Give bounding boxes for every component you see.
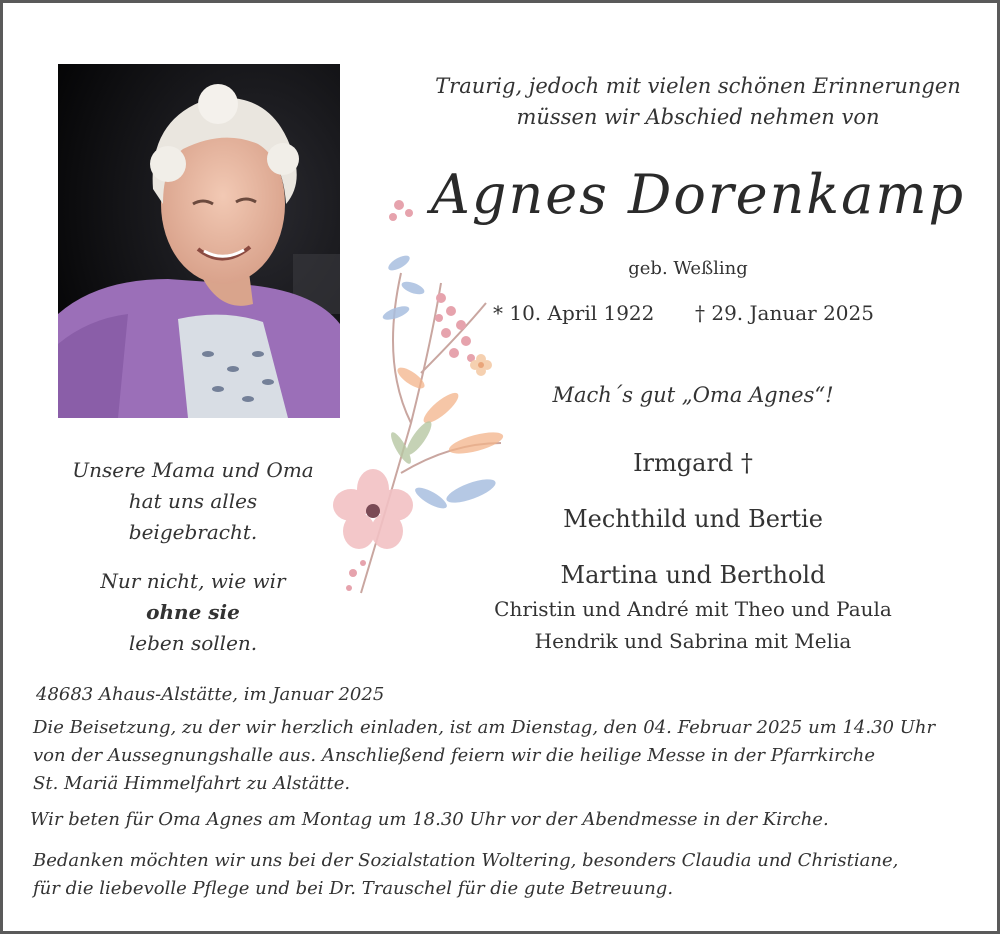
farewell-text: Mach´s gut „Oma Agnes“! bbox=[552, 383, 834, 407]
family-line: Hendrik und Sabrina mit Melia bbox=[534, 629, 852, 653]
thanks-line: für die liebevolle Pflege und bei Dr. Trauschel für die gute Betreuung. bbox=[33, 878, 674, 899]
thanks-line: Bedanken möchten wir uns bei der Sozialstation Woltering, besonders Claudia und Christiane, bbox=[33, 850, 899, 871]
funeral-line: Die Beisetzung, zu der wir herzlich einladen, ist am Dienstag, den 04. Februar 2025 um 14.30 Uhr bbox=[33, 717, 936, 738]
quote-line: beigebracht. bbox=[128, 520, 258, 544]
quote-line: hat uns alles bbox=[128, 489, 258, 513]
quote-block-2 bbox=[43, 566, 343, 659]
family-line: Martina und Berthold bbox=[560, 561, 826, 589]
birth-date: * 10. April 1922 bbox=[493, 301, 655, 325]
family-line: Irmgard † bbox=[633, 449, 753, 477]
floral-decoration-icon bbox=[321, 193, 521, 613]
intro-line: Traurig, jedoch mit vielen schönen Erinnerungen bbox=[435, 74, 961, 98]
death-date: † 29. Januar 2025 bbox=[695, 301, 874, 325]
intro-line: müssen wir Abschied nehmen von bbox=[516, 105, 880, 129]
thanks-info bbox=[33, 847, 983, 903]
quote-line-bold: ohne sie bbox=[146, 600, 240, 624]
born-name: geb. Weßling bbox=[628, 258, 748, 279]
quote-line: leben sollen. bbox=[128, 631, 258, 655]
quote-block bbox=[43, 455, 343, 548]
intro-text bbox=[423, 71, 973, 133]
family-line: Christin und André mit Theo und Paula bbox=[494, 597, 892, 621]
quote-line: Unsere Mama und Oma bbox=[72, 458, 314, 482]
funeral-line: St. Mariä Himmelfahrt zu Alstätte. bbox=[33, 773, 351, 794]
place-date: 48683 Ahaus-Alstätte, im Januar 2025 bbox=[36, 684, 385, 705]
deceased-name: Agnes Dorenkamp bbox=[430, 163, 966, 226]
funeral-line: von der Aussegnungshalle aus. Anschließend feiern wir die heilige Messe in der Pfarrkirche bbox=[33, 745, 876, 766]
quote-line: Nur nicht, wie wir bbox=[100, 569, 286, 593]
prayer-info: Wir beten für Oma Agnes am Montag um 18.30 Uhr vor der Abendmesse in der Kirche. bbox=[30, 809, 829, 830]
funeral-info bbox=[33, 714, 983, 798]
family-line: Mechthild und Bertie bbox=[563, 505, 823, 533]
portrait-photo bbox=[58, 64, 340, 418]
